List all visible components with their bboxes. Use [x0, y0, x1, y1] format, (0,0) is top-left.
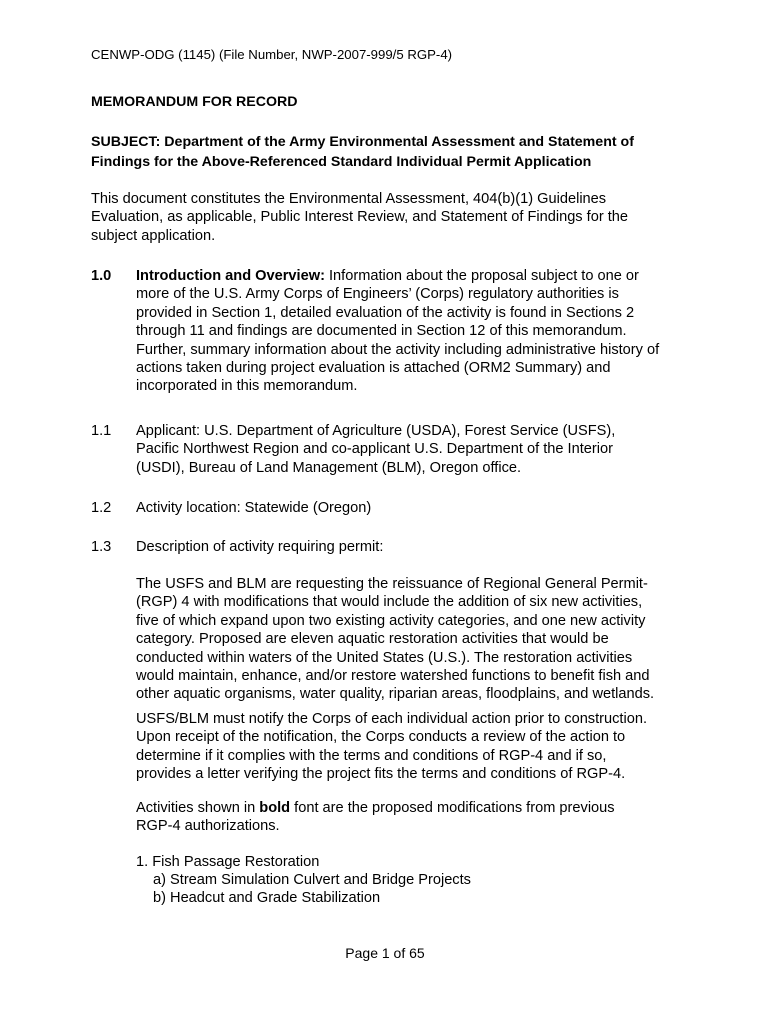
intro-line-1: This document constitutes the Environmental Assessment, 404(b)(1) Guidelines [91, 191, 607, 207]
applicant-line-1: Applicant: U.S. Department of Agriculture (USDA), Forest Service (USFS), [136, 423, 616, 439]
applicant-line-2: Pacific Northwest Region and co-applicant U.S. Department of the Interior [136, 441, 613, 458]
bold-note-pre: Activities shown in [136, 800, 260, 816]
section-text [136, 267, 696, 396]
intro-paragraph [91, 190, 691, 245]
bold-note-post: font are the proposed modifications from previous [290, 800, 615, 816]
activity-description-heading: Description of activity requiring permit: [136, 539, 384, 555]
notify-line-1: USFS/BLM must notify the Corps of each individual action prior to construction. [136, 711, 648, 727]
section-line-1 [136, 267, 696, 285]
subject-heading [91, 132, 691, 172]
section-text [136, 422, 696, 477]
applicant-line-3: (USDI), Bureau of Land Management (BLM), Oregon office. [136, 459, 522, 476]
section-line-5: Further, summary information about the activity including administrative history of [136, 341, 660, 358]
section-line-1-rest: Information about the proposal subject to one or [324, 268, 639, 284]
section-line-6: actions taken during project evaluation is attached (ORM2 Summary) and [136, 360, 611, 377]
section-line-3: provided in Section 1, detailed evaluation of the activity is found in Sections 2 [136, 304, 635, 321]
rgp-line-6: would maintain, enhance, and/or restore watershed functions to benefit fish and [136, 668, 650, 685]
bold-note-line-1 [136, 799, 691, 817]
section-number: 1.1 [91, 423, 112, 439]
section-number: 1.3 [91, 539, 112, 555]
rgp-line-3: five of which expand upon two existing activity categories, and one new activity [136, 612, 646, 629]
rgp-line-4: category. Proposed are eleven aquatic restoration activities that would be [136, 631, 609, 648]
section-line-7: incorporated in this memorandum. [136, 378, 358, 395]
list-subitem: a) Stream Simulation Culvert and Bridge Projects [153, 872, 471, 888]
bold-note-keyword: bold [259, 800, 291, 816]
section-line-2: more of the U.S. Army Corps of Engineers’ (Corps) regulatory authorities is [136, 286, 619, 303]
notify-paragraph [136, 710, 691, 784]
subject-line-1: SUBJECT: Department of the Army Environmental Assessment and Statement of [91, 134, 634, 150]
intro-line-3: subject application. [91, 227, 216, 244]
subject-line-2: Findings for the Above-Referenced Standard Individual Permit Application [91, 154, 592, 170]
list-item: 1. Fish Passage Restoration [136, 854, 320, 870]
rgp-line-7: other aquatic organisms, water quality, riparian areas, floodplains, and wetlands. [136, 686, 655, 703]
activity-location: Activity location: Statewide (Oregon) [136, 500, 372, 516]
rgp-line-1: The USFS and BLM are requesting the reissuance of Regional General Permit- [136, 576, 648, 592]
file-number-header: CENWP-ODG (1145) (File Number, NWP-2007-999/5 RGP-4) [91, 47, 453, 62]
section-heading: Introduction and Overview: [136, 268, 325, 284]
rgp-line-2: (RGP) 4 with modifications that would include the addition of six new activities, [136, 594, 643, 611]
bold-note-paragraph [136, 799, 691, 836]
bold-note-line-2: RGP-4 authorizations. [136, 818, 280, 835]
page-number: Page 1 of 65 [345, 945, 425, 961]
section-number: 1.2 [91, 500, 112, 516]
rgp-line-5: conducted within waters of the United States (U.S.). The restoration activities [136, 649, 633, 666]
notify-line-2: Upon receipt of the notification, the Corps conducts a review of the action to [136, 729, 626, 746]
intro-line-2: Evaluation, as applicable, Public Interest Review, and Statement of Findings for the [91, 209, 629, 226]
rgp-paragraph [136, 575, 691, 704]
section-number: 1.0 [91, 268, 112, 284]
memo-title: MEMORANDUM FOR RECORD [91, 94, 298, 110]
notify-line-3: determine if it complies with the terms and conditions of RGP-4 and if so, [136, 747, 607, 764]
notify-line-4: provides a letter verifying the project fits the terms and conditions of RGP-4. [136, 766, 626, 783]
list-subitem: b) Headcut and Grade Stabilization [153, 890, 381, 906]
section-line-4: through 11 and findings are documented in Section 12 of this memorandum. [136, 323, 627, 340]
